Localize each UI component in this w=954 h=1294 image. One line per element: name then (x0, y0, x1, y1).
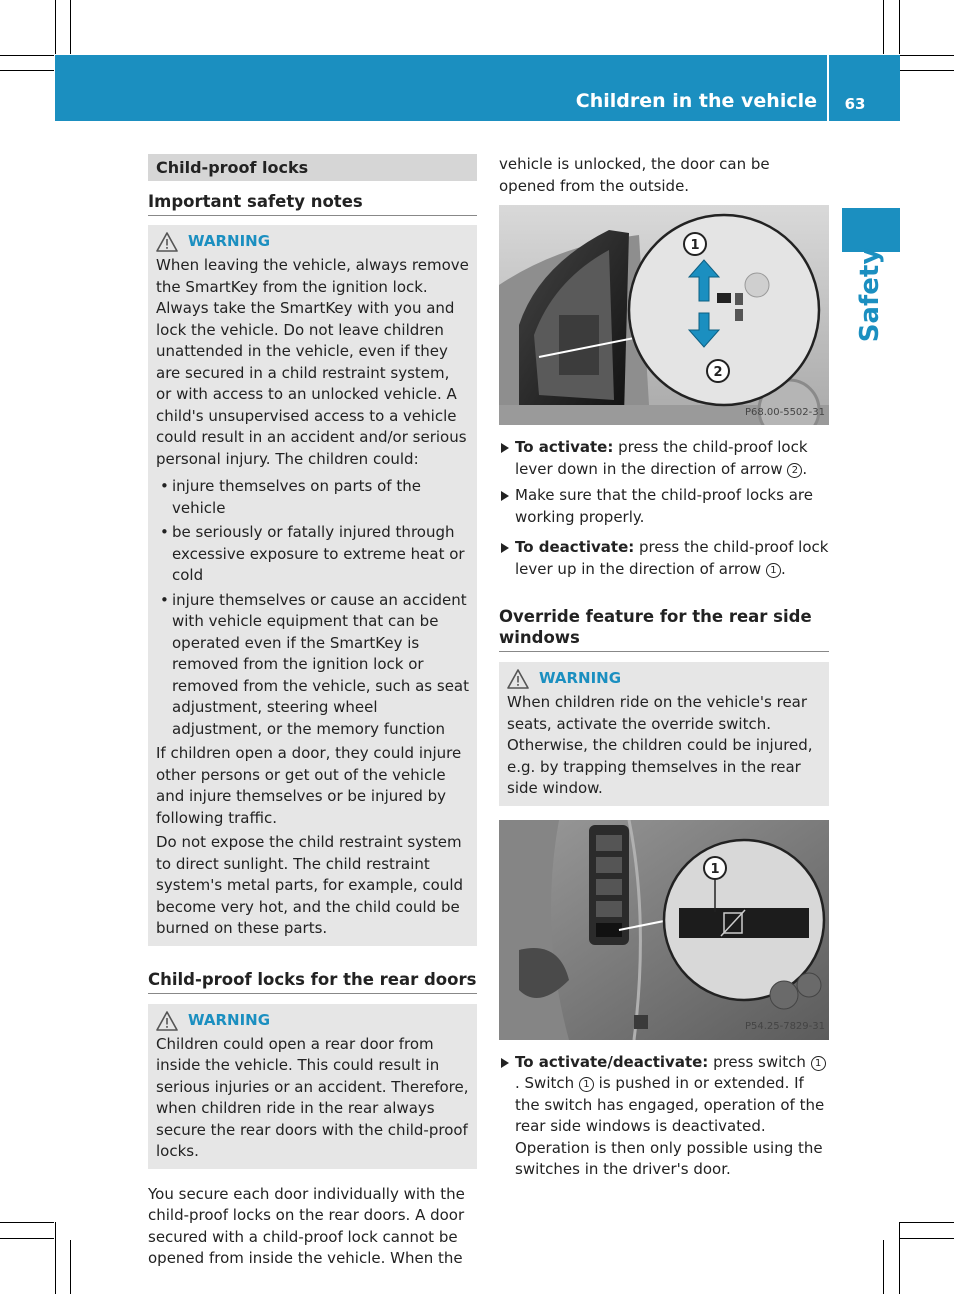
step-label: To activate: (515, 438, 614, 456)
crop-mark (0, 1222, 54, 1223)
body-text: You secure each door individually with the child-proof locks on the rear doors. A door secured with a child-proof lock cannot be opened from inside the vehicle. When the (148, 1184, 465, 1267)
section-title: Child-proof locks (148, 154, 477, 181)
crop-mark (899, 0, 900, 54)
step-text: press switch (708, 1052, 811, 1071)
warning-triangle-icon (156, 1011, 178, 1031)
crop-mark (0, 55, 54, 56)
callout-1: 1 (690, 238, 700, 253)
figure-code: P68.00-5502-31 (744, 406, 825, 418)
callout-ref: 2 (787, 463, 802, 478)
callout-2: 2 (713, 365, 723, 380)
crop-mark (70, 1240, 71, 1294)
crop-mark (883, 1240, 884, 1294)
door-lock-illustration (499, 205, 829, 425)
step-arrow-icon (501, 543, 509, 553)
crop-mark (0, 1238, 54, 1239)
warning-header (507, 668, 821, 690)
section-tab-label: Safety (855, 247, 885, 343)
crop-mark (55, 1222, 56, 1294)
step-text: . (802, 459, 808, 478)
step-label: To activate/deactivate: (515, 1052, 709, 1071)
step-item (499, 437, 829, 480)
step-text: . Switch (515, 1074, 579, 1092)
crop-mark (900, 55, 954, 56)
crop-mark (883, 0, 884, 54)
step-text: press the child-proof lock lever up in the direction of arrow (515, 538, 829, 578)
warning-text: When children ride on the vehicle's rear seats, activate the override switch. Otherwise, the children could be injured, e.g. by trapping themselves in the rear side window. (507, 693, 813, 797)
step-text: . (780, 559, 786, 578)
crop-mark (899, 1222, 900, 1294)
list-item: • injure themselves on parts of the vehicle (156, 476, 469, 519)
callout-1: 1 (710, 861, 720, 877)
warning-box-general (148, 225, 477, 946)
rear-doors-heading: Child-proof locks for the rear doors (148, 969, 477, 994)
step-label: To deactivate: (515, 538, 635, 556)
warning-text: If children open a door, they could injure other persons or get out of the vehicle and injure themselves or be injured by following traffic. (156, 744, 462, 827)
step-arrow-icon (501, 491, 509, 501)
crop-mark (900, 1222, 954, 1223)
override-switch-illustration (499, 820, 829, 1040)
crop-mark (900, 1238, 954, 1239)
step-arrow-icon (501, 1058, 509, 1068)
callout-ref: 1 (766, 563, 781, 578)
step-item (499, 485, 829, 528)
callout-ref: 1 (579, 1077, 594, 1092)
body-text: vehicle is unlocked, the door can be opened from the outside. (499, 155, 770, 195)
crop-mark (0, 70, 54, 71)
step-text: Make sure that the child-proof locks are working properly. (515, 486, 813, 526)
step-text: is pushed in or extended. If the switch has engaged, operation of the rear side windows is deactivated. Operation is then only possible using the switches in the driver's door. (515, 1074, 825, 1178)
override-heading: Override feature for the rear side windows (499, 606, 829, 652)
warning-box-rear-doors (148, 1004, 477, 1169)
crop-mark (55, 0, 56, 54)
chapter-title: Children in the vehicle (575, 90, 817, 112)
crop-mark (70, 0, 71, 54)
left-column (148, 154, 477, 1270)
warning-box-override (499, 662, 829, 806)
step-item (499, 537, 829, 580)
warning-triangle-icon (507, 669, 529, 689)
callout-ref: 1 (811, 1056, 826, 1071)
warning-label: WARNING (188, 1010, 271, 1029)
page-number: 63 (844, 95, 866, 113)
warning-label: WARNING (539, 669, 622, 688)
warning-text: When leaving the vehicle, always remove the SmartKey from the ignition lock. Always take the SmartKey with you and lock the vehicle. Do not leave children unattended in the vehicle, even if they are secured in a child restraint system, or with access to an unlocked vehicle. A child's unsupervised access to a vehicle could result in an accident and/or serious personal injury. The children could: (156, 256, 469, 468)
warning-text: Do not expose the child restraint system to direct sunlight. The child restraint system's metal parts, for example, could become very hot, and the child could be burned on these parts. (156, 833, 464, 937)
warning-header (156, 231, 469, 253)
step-text: press the child-proof lock lever down in the direction of arrow (515, 438, 808, 478)
list-item: • injure themselves or cause an accident with vehicle equipment that can be operated even if the SmartKey is removed from the ignition lock or removed from the vehicle, such as seat adjustment, steering wheel adjustment, or the memory function (156, 590, 469, 741)
list-item: • be seriously or fatally injured through excessive exposure to extreme heat or cold (156, 522, 469, 587)
right-column (499, 154, 829, 1181)
safety-notes-heading: Important safety notes (148, 191, 477, 216)
step-item (499, 1052, 829, 1181)
figure-code: P54.25-7829-31 (744, 1021, 825, 1032)
crop-mark (900, 70, 954, 71)
override-switch-figure (499, 820, 829, 1040)
warning-header (156, 1010, 469, 1032)
step-arrow-icon (501, 443, 509, 453)
warning-label: WARNING (188, 232, 271, 251)
warning-triangle-icon (156, 232, 178, 252)
warning-text: Children could open a rear door from inside the vehicle. This could result in serious injuries or an accident. Therefore, when children ride in the rear always secure the rear doors with the child-proof locks. (156, 1034, 469, 1160)
door-lock-figure (499, 205, 829, 425)
